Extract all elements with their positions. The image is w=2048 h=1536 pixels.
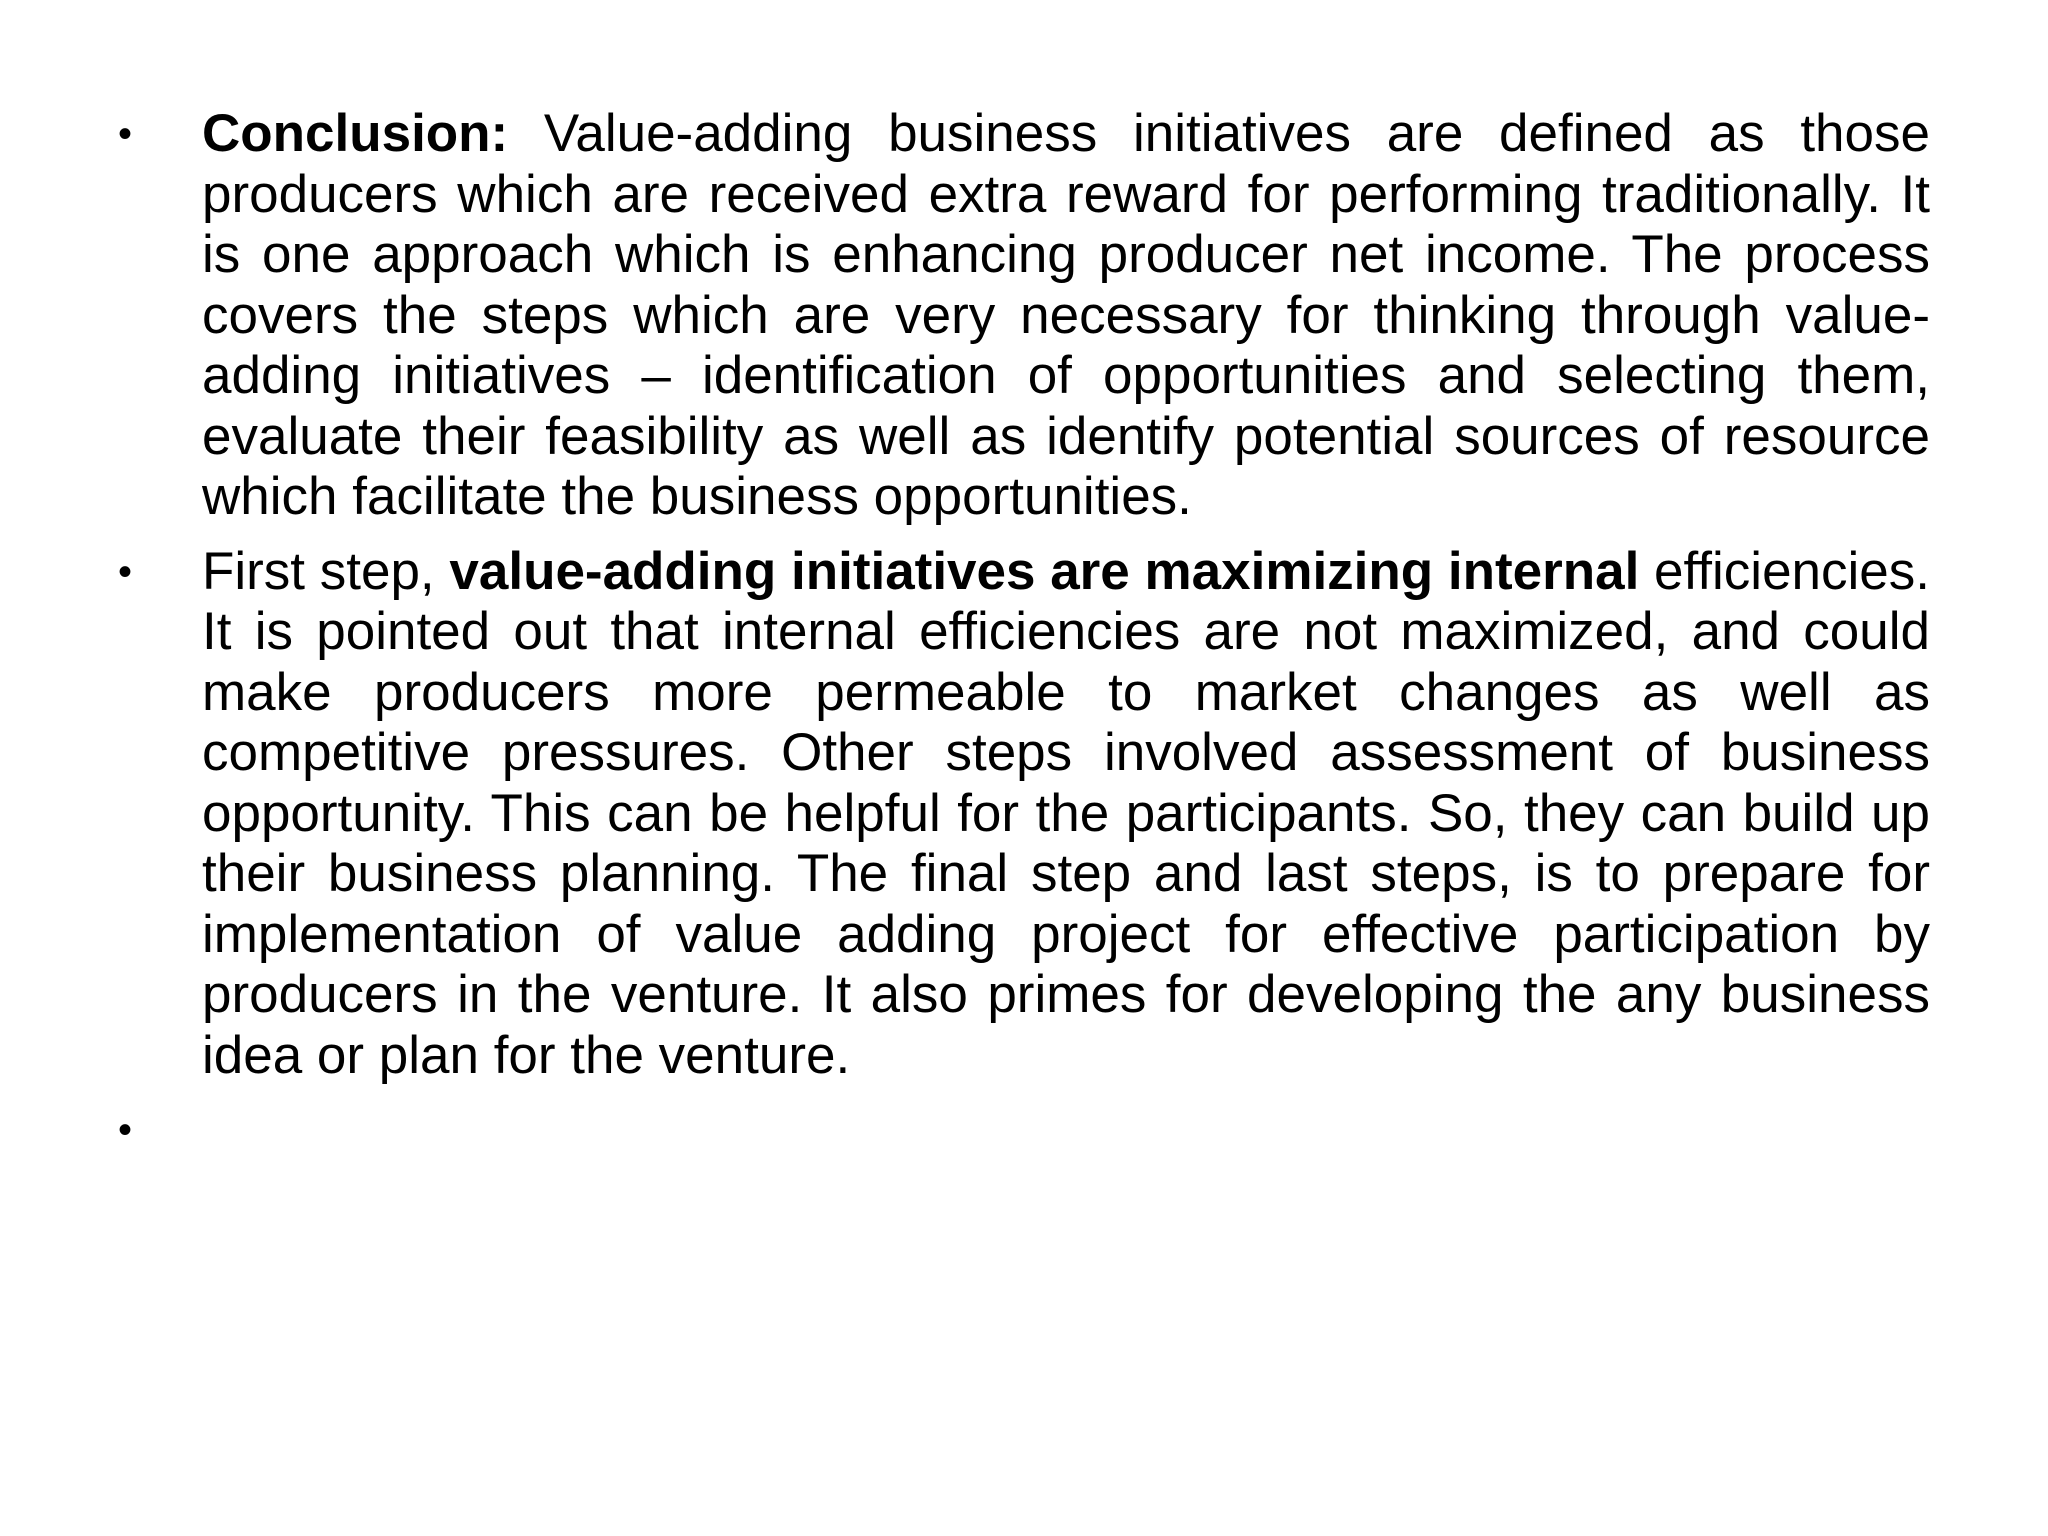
bullet-marker: • — [118, 549, 133, 594]
first-step-text: efficiencies. It is pointed out that internal efficiencies are not maximized, and could make producers more permeable to market changes as well as competitive pressures. Other steps involved assessment of business opportunity. This can be helpful for the participants. So, they can build up their business planning. The final step and last steps, is to prepare for implementation of value adding project for effective participation by producers in the venture. It also primes for developing the any business idea or plan for the venture. — [202, 541, 1930, 1085]
bullet-list — [118, 104, 1930, 1175]
bullet-item-first-step — [118, 542, 1930, 1087]
bullet-marker: • — [118, 1108, 133, 1152]
conclusion-text: Value-adding business initiatives are defined as those producers which are received extra reward for performing traditionally. It is one approach which is enhancing producer net income. The process covers the steps which are very necessary for thinking through value-adding initiatives – identification of opportunities and selecting them, evaluate their feasibility as well as identify potential sources of resource which facilitate the business opportunities. — [202, 104, 1930, 526]
conclusion-label: Conclusion: — [202, 104, 509, 163]
bullet-item-conclusion — [118, 104, 1930, 528]
bullet-marker: • — [118, 112, 133, 156]
first-step-lead: First step, — [202, 541, 450, 601]
first-step-bold-phrase: value-adding initiatives are maximizing internal — [449, 541, 1640, 601]
bullet-item-empty — [118, 1100, 1930, 1161]
